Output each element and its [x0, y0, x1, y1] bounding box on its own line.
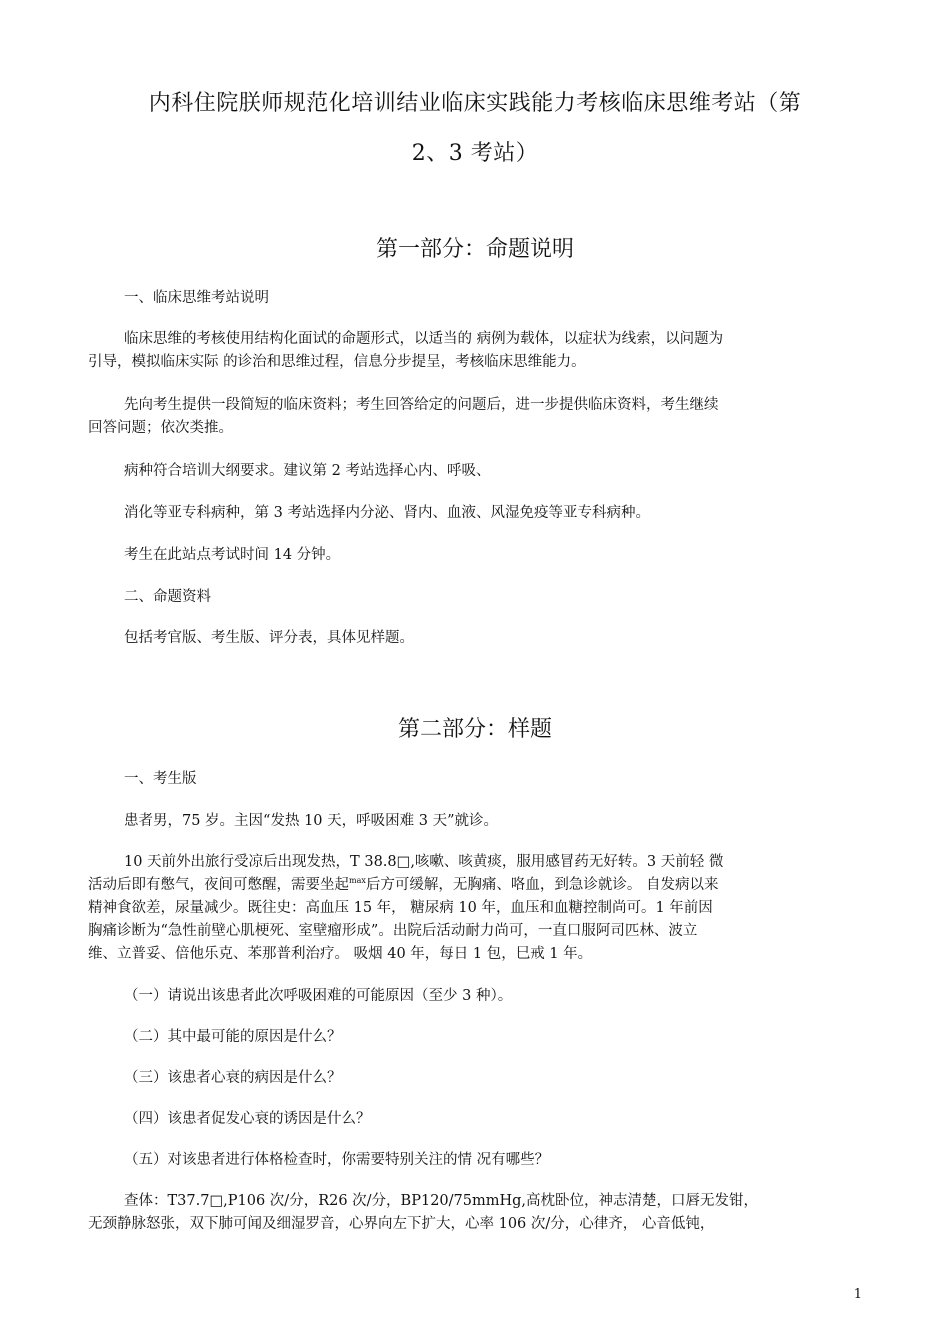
paragraph-line: 先向考生提供一段简短的临床资料；考生回答给定的问题后，进一步提供临床资料，考生继续: [124, 397, 719, 413]
question-3: （三）该患者心衰的病因是什么？: [124, 1070, 342, 1086]
paragraph-line: 维、立普妥、倍他乐克、苯那普利治疗。 吸烟 40 年，每日 1 包，巳戒 1 年。: [88, 946, 593, 962]
question-1: （一）请说出该患者此次呼吸困难的可能原因（至少 3 种）。: [124, 988, 513, 1004]
case-intro: 患者男，75 岁。主因“发热 10 天，呼吸困难 3 天”就诊。: [124, 813, 498, 829]
part1-paragraph-6: 包括考官版、考生版、评分表，具体见样题。: [124, 630, 414, 646]
paragraph-line: [88, 874, 863, 897]
part1-paragraph-5: 考生在此站点考试时间 14 分钟。: [124, 547, 341, 563]
document-title-line-1: 内科住院朕师规范化培训结业临床实践能力考核临床思维考站（第: [148, 91, 802, 116]
part1-section2-title: 二、命题资料: [124, 589, 211, 605]
paragraph-line: 查体：T37.7□,P106 次/分，R26 次/分，BP120/75mmHg,高枕卧位，神志清楚，口唇无发钳，: [124, 1193, 759, 1209]
superscript-mark: max: [349, 876, 366, 886]
paragraph-line: 临床思维的考核使用结构化面试的命题形式，以适当的 病例为载体，以症状为线索，以问题为: [124, 331, 724, 347]
paragraph-line: 引导，模拟临床实际 的诊治和思维过程，信息分步提呈，考核临床思维能力。: [88, 354, 586, 370]
document-title-line-2: 2、3 考站）: [411, 141, 539, 166]
paragraph-line: 精神食欲差，尿量减少。既往史：高血压 15 年， 糖尿病 10 年，血压和血糖控制尚可。1 年前因: [88, 900, 713, 916]
case-history: [88, 851, 863, 966]
part1-paragraph-3: 病种符合培训大纲要求。建议第 2 考站选择心内、呼吸、: [124, 463, 491, 479]
physical-exam: [88, 1190, 863, 1236]
question-4: （四）该患者促发心衰的诱因是什么？: [124, 1111, 371, 1127]
paragraph-line: 回答问题；依次类推。: [88, 420, 233, 436]
part1-section1-title: 一、临床思维考站说明: [124, 290, 269, 306]
paragraph-line: 10 天前外出旅行受凉后出现发热，T 38.8□,咳嗽、咳黄痰，服用感冒药无好转。3 天前轻 微: [124, 854, 724, 870]
paragraph-line: 无颈静脉怒张，双下肺可闻及细湿罗音，心界向左下扩大，心率 106 次/分，心律齐， 心音低钝，: [88, 1216, 715, 1232]
page-number: 1: [853, 1287, 862, 1302]
part2-section1-title: 一、考生版: [124, 771, 197, 787]
part1-heading: 第一部分：命题说明: [375, 237, 574, 262]
part1-paragraph-1: [88, 328, 863, 374]
question-5: （五）对该患者进行体格检查时，你需要特别关注的情 况有哪些？: [124, 1152, 550, 1168]
question-2: （二）其中最可能的原因是什么？: [124, 1029, 342, 1045]
history-text: 活动后即有憋气，夜间可憋醒，需要坐起: [88, 877, 349, 893]
part1-paragraph-4: 消化等亚专科病种，第 3 考站选择内分泌、肾内、血液、风湿免疫等亚专科病种。: [124, 505, 650, 521]
part1-paragraph-2: [88, 394, 863, 440]
paragraph-line: 胸痛诊断为“急性前壁心肌梗死、室壁瘤形成”。出院后活动耐力尚可，一直口服阿司匹林、波立: [88, 923, 698, 939]
part2-heading: 第二部分：样题: [397, 717, 552, 742]
history-text: 后方可缓解，无胸痛、咯血，到急诊就诊。 自发病以来: [365, 877, 719, 893]
